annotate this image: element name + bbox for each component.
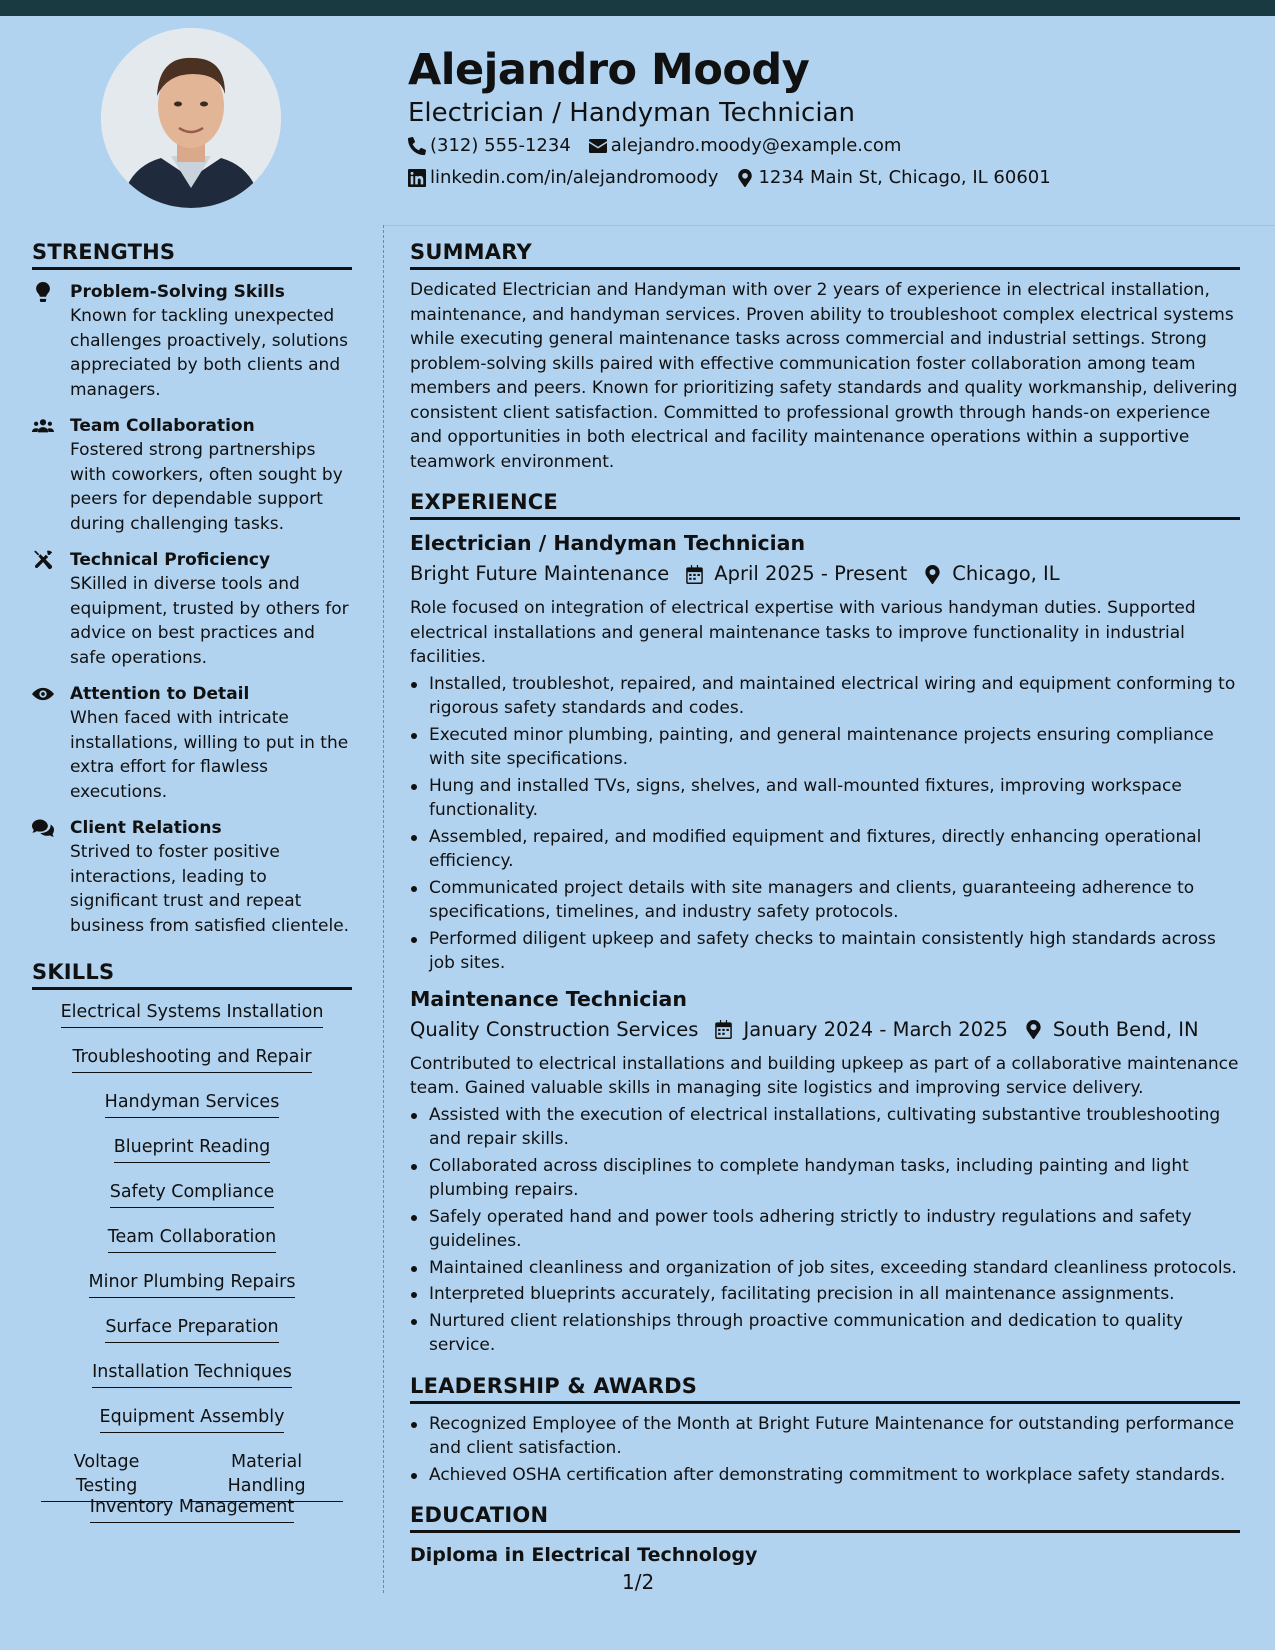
skill-row [32, 1450, 352, 1495]
comments-icon [32, 818, 54, 838]
address-text: 1234 Main St, Chicago, IL 60601 [758, 167, 1051, 188]
bullet-item: Performed diligent upkeep and safety checks to maintain consistently high standards across job sites. [410, 927, 1240, 976]
skill-tag: Handyman Services [105, 1090, 280, 1118]
skill-tag: Surface Preparation [105, 1315, 278, 1343]
job-dates-text: January 2024 - March 2025 [743, 1017, 1008, 1041]
skill-tag: Safety Compliance [110, 1180, 275, 1208]
address-contact [736, 162, 1050, 194]
skill-row [32, 1405, 352, 1450]
strength-title: Team Collaboration [70, 416, 255, 436]
job-location-text: South Bend, IN [1052, 1017, 1199, 1041]
email-contact[interactable] [589, 130, 902, 162]
job-dates-text: April 2025 - Present [714, 562, 908, 585]
resume-header [408, 42, 1248, 194]
bullet-item: Communicated project details with site managers and clients, guaranteeing adherence to specifications, timelines, and industry safety protocols. [410, 876, 1240, 925]
page-number: 1/2 [622, 1570, 655, 1594]
skill-row [32, 1180, 352, 1225]
skill-row [32, 1045, 352, 1090]
strength-title: Client Relations [70, 818, 222, 838]
candidate-title: Electrician / Handyman Technician [408, 98, 855, 128]
bullet-item: Assisted with the execution of electrical installations, cultivating substantive troubleshooting and repair skills. [410, 1103, 1240, 1152]
strength-desc: Fostered strong partnerships with coworkers, often sought by peers for dependable support during challenging tasks. [70, 440, 343, 534]
users-icon [32, 416, 54, 436]
skill-tag: Material Handling [190, 1450, 343, 1502]
skill-row [32, 1360, 352, 1405]
bullet-item: Interpreted blueprints accurately, facilitating precision in all maintenance assignments. [410, 1282, 1240, 1307]
phone-icon [408, 137, 426, 155]
lightbulb-icon [32, 282, 54, 302]
eye-icon [32, 684, 54, 704]
strength-item [32, 682, 352, 804]
job-location [923, 558, 1059, 590]
strength-item [32, 414, 352, 536]
skill-tag: Blueprint Reading [114, 1135, 270, 1163]
skills-list [32, 1000, 352, 1540]
map-marker-icon [1024, 1020, 1043, 1039]
job-bullets [410, 672, 1240, 976]
strength-item [32, 548, 352, 670]
email-text: alejandro.moody@example.com [610, 135, 902, 156]
skill-tag: Troubleshooting and Repair [72, 1045, 311, 1073]
job-meta [410, 1014, 1240, 1046]
phone-text: (312) 555-1234 [430, 135, 571, 156]
skills-heading: SKILLS [32, 960, 352, 990]
phone-contact[interactable] [408, 130, 571, 162]
strengths-heading: STRENGTHS [32, 240, 352, 270]
strength-title: Attention to Detail [70, 684, 250, 704]
job-location-text: Chicago, IL [952, 562, 1060, 585]
bullet-item: Assembled, repaired, and modified equipment and fixtures, directly enhancing operational efficiency. [410, 825, 1240, 874]
strength-title: Problem-Solving Skills [70, 282, 285, 302]
portrait-image [101, 28, 281, 208]
calendar-icon [714, 1020, 733, 1039]
skill-row [32, 1135, 352, 1180]
bullet-item: Recognized Employee of the Month at Bright Future Maintenance for outstanding performance and client satisfaction. [410, 1412, 1240, 1461]
bullet-item: Achieved OSHA certification after demonstrating commitment to workplace safety standards. [410, 1463, 1240, 1488]
contact-row-1 [408, 130, 1248, 162]
top-accent-bar [0, 0, 1275, 16]
leadership-bullets [410, 1412, 1240, 1488]
bullet-item: Hung and installed TVs, signs, shelves, and wall-mounted fixtures, improving workspace functionality. [410, 774, 1240, 823]
map-marker-icon [923, 565, 942, 584]
job-bullets [410, 1103, 1240, 1358]
skill-row [32, 1090, 352, 1135]
strength-desc: Strived to foster positive interactions, leading to significant trust and repeat business from satisfied clientele. [70, 842, 350, 936]
skill-row [32, 1000, 352, 1045]
summary-heading: SUMMARY [410, 240, 1240, 270]
summary-text: Dedicated Electrician and Handyman with over 2 years of experience in electrical installation, maintenance, and handyman services. Proven ability to troubleshoot complex electrical systems while executing general maintenance tasks across commercial and industrial settings. Strong problem-solving skills paired with effective communication foster collaboration among team members and peers. Known for prioritizing safety standards and quality workmanship, delivering consistent client satisfaction. Committed to professional growth through hands-on experience and opportunities in both electrical and facility maintenance operations within a supportive teamwork environment. [410, 280, 1238, 472]
job-location [1024, 1014, 1199, 1046]
strength-desc: Known for tackling unexpected challenges proactively, solutions appreciated by both clients and managers. [70, 306, 348, 400]
job-entry [410, 528, 1240, 976]
job-description: Role focused on integration of electrical expertise with various handyman duties. Supported electrical installations and general maintenance tasks to improve functionality in industrial facilities. [410, 598, 1196, 667]
skill-tag: Installation Techniques [92, 1360, 292, 1388]
contact-row-2 [408, 162, 1248, 194]
calendar-icon [685, 565, 704, 584]
bullet-item: Maintained cleanliness and organization of job sites, exceeding standard cleanliness protocols. [410, 1256, 1240, 1281]
bullet-item: Nurtured client relationships through proactive communication and dedication to quality service. [410, 1309, 1240, 1358]
map-marker-icon [736, 169, 754, 187]
column-divider [383, 225, 384, 1593]
leadership-heading: LEADERSHIP & AWARDS [410, 1374, 1240, 1404]
job-description: Contributed to electrical installations and building upkeep as part of a collaborative maintenance team. Gained valuable skills in managing site logistics and improving service delivery. [410, 1053, 1239, 1098]
job-company: Bright Future Maintenance [410, 562, 670, 585]
skill-tag: Inventory Management [90, 1495, 294, 1523]
bullet-item: Safely operated hand and power tools adhering strictly to industry regulations and safety guidelines. [410, 1205, 1240, 1254]
education-heading: EDUCATION [410, 1503, 1240, 1533]
job-dates [714, 1014, 1007, 1046]
job-entry [410, 984, 1240, 1358]
skill-tag: Team Collaboration [108, 1225, 276, 1253]
header-divider [383, 225, 1275, 226]
strength-desc: When faced with intricate installations, willing to put in the extra effort for flawless executions. [70, 708, 349, 802]
strength-desc: SKilled in diverse tools and equipment, trusted by others for advice on best practices and safe operations. [70, 574, 349, 668]
linkedin-icon [408, 169, 426, 187]
skill-tag: Electrical Systems Installation [61, 1000, 324, 1028]
job-dates [685, 558, 907, 590]
job-meta [410, 558, 1240, 590]
strength-item [32, 816, 352, 938]
tools-icon [32, 550, 54, 570]
skill-tag: Minor Plumbing Repairs [89, 1270, 296, 1298]
strength-title: Technical Proficiency [70, 550, 271, 570]
strength-item [32, 280, 352, 402]
job-company: Quality Construction Services [410, 1017, 699, 1041]
bullet-item: Installed, troubleshot, repaired, and maintained electrical wiring and equipment conforming to rigorous safety standards and codes. [410, 672, 1240, 721]
bullet-item: Collaborated across disciplines to complete handyman tasks, including painting and light plumbing repairs. [410, 1154, 1240, 1203]
linkedin-text: linkedin.com/in/alejandromoody [430, 167, 719, 188]
skill-tag: Voltage Testing [41, 1450, 172, 1502]
education-degree: Diploma in Electrical Technology [410, 1544, 758, 1566]
job-title: Electrician / Handyman Technician [410, 531, 806, 555]
left-column [32, 240, 352, 1540]
right-column [410, 240, 1240, 1569]
linkedin-contact[interactable] [408, 162, 718, 194]
bullet-item: Executed minor plumbing, painting, and general maintenance projects ensuring compliance with site specifications. [410, 723, 1240, 772]
skill-tag: Equipment Assembly [100, 1405, 285, 1433]
profile-photo [101, 28, 281, 208]
skill-row [32, 1225, 352, 1270]
skill-row [32, 1315, 352, 1360]
skill-row [32, 1270, 352, 1315]
candidate-name: Alejandro Moody [408, 45, 810, 95]
envelope-icon [589, 137, 607, 155]
job-title: Maintenance Technician [410, 986, 687, 1011]
experience-heading: EXPERIENCE [410, 490, 1240, 520]
